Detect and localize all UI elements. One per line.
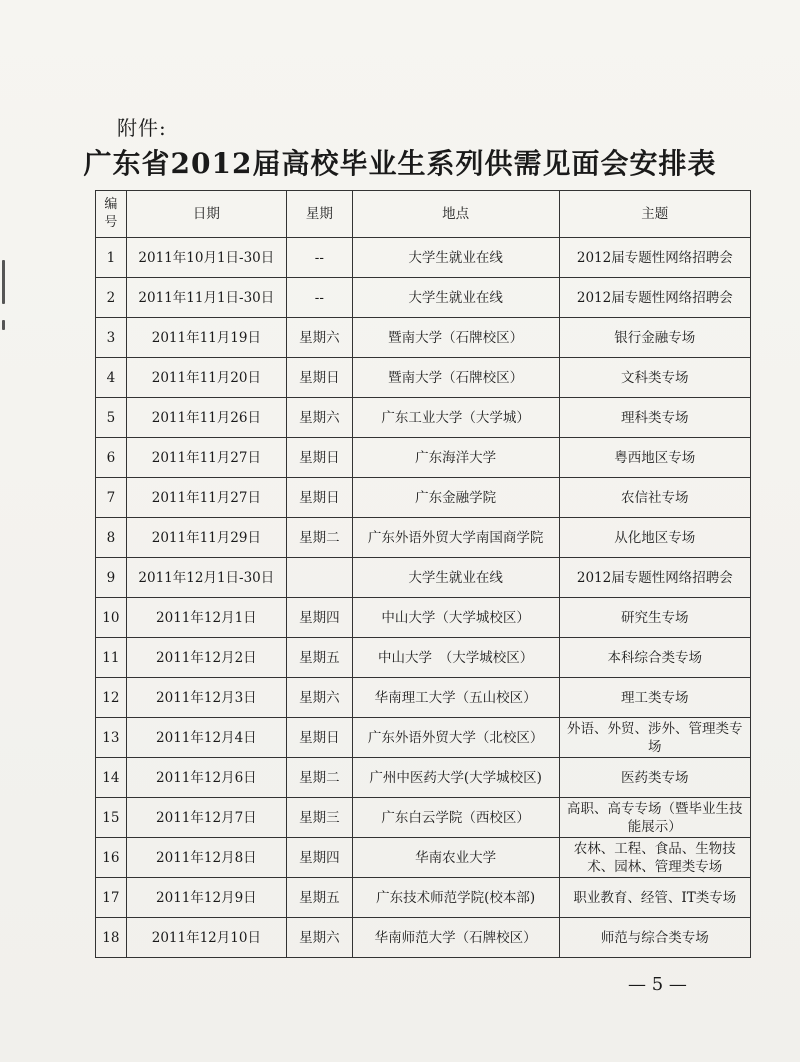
schedule-table bbox=[95, 190, 751, 958]
cell-topic: 师范与综合类专场 bbox=[559, 918, 750, 958]
cell-no: 18 bbox=[96, 918, 127, 958]
table-row bbox=[96, 718, 751, 758]
cell-location: 广州中医药大学(大学城校区) bbox=[352, 758, 559, 798]
table-row bbox=[96, 398, 751, 438]
cell-no: 5 bbox=[96, 398, 127, 438]
cell-weekday: 星期六 bbox=[286, 318, 352, 358]
cell-topic: 理科类专场 bbox=[559, 398, 750, 438]
cell-date: 2011年12月7日 bbox=[126, 798, 286, 838]
cell-date: 2011年12月4日 bbox=[126, 718, 286, 758]
cell-topic: 理工类专场 bbox=[559, 678, 750, 718]
cell-weekday: 星期二 bbox=[286, 758, 352, 798]
cell-weekday: 星期四 bbox=[286, 598, 352, 638]
cell-no: 17 bbox=[96, 878, 127, 918]
cell-weekday: 星期二 bbox=[286, 518, 352, 558]
attachment-label: 附件: bbox=[117, 116, 167, 140]
cell-weekday: 星期日 bbox=[286, 438, 352, 478]
cell-date: 2011年11月20日 bbox=[126, 358, 286, 398]
binding-mark bbox=[2, 320, 5, 330]
cell-date: 2011年11月19日 bbox=[126, 318, 286, 358]
table-row bbox=[96, 678, 751, 718]
binding-mark bbox=[2, 260, 5, 304]
cell-topic: 2012届专题性网络招聘会 bbox=[559, 558, 750, 598]
page-number: — 5 — bbox=[628, 974, 687, 995]
cell-topic: 本科综合类专场 bbox=[559, 638, 750, 678]
cell-date: 2011年12月6日 bbox=[126, 758, 286, 798]
cell-topic: 农林、工程、食品、生物技术、园林、管理类专场 bbox=[559, 838, 750, 878]
cell-topic: 文科类专场 bbox=[559, 358, 750, 398]
cell-topic: 农信社专场 bbox=[559, 478, 750, 518]
cell-date: 2011年12月2日 bbox=[126, 638, 286, 678]
table-row bbox=[96, 318, 751, 358]
cell-no: 13 bbox=[96, 718, 127, 758]
cell-no: 9 bbox=[96, 558, 127, 598]
table-row bbox=[96, 558, 751, 598]
header-topic: 主题 bbox=[559, 191, 750, 238]
cell-topic: 高职、高专专场（暨毕业生技能展示） bbox=[559, 798, 750, 838]
cell-date: 2011年11月1日-30日 bbox=[126, 278, 286, 318]
cell-location: 中山大学（大学城校区） bbox=[352, 598, 559, 638]
cell-date: 2011年12月1日 bbox=[126, 598, 286, 638]
cell-location: 中山大学 （大学城校区） bbox=[352, 638, 559, 678]
cell-no: 14 bbox=[96, 758, 127, 798]
cell-date: 2011年11月26日 bbox=[126, 398, 286, 438]
cell-location: 广东金融学院 bbox=[352, 478, 559, 518]
cell-no: 10 bbox=[96, 598, 127, 638]
cell-no: 2 bbox=[96, 278, 127, 318]
header-date: 日期 bbox=[126, 191, 286, 238]
cell-location: 大学生就业在线 bbox=[352, 558, 559, 598]
table-row bbox=[96, 238, 751, 278]
cell-no: 16 bbox=[96, 838, 127, 878]
cell-location: 暨南大学（石牌校区） bbox=[352, 318, 559, 358]
page-title: 广东省2012届高校毕业生系列供需见面会安排表 bbox=[83, 147, 717, 180]
cell-topic: 研究生专场 bbox=[559, 598, 750, 638]
table-row bbox=[96, 878, 751, 918]
cell-no: 12 bbox=[96, 678, 127, 718]
cell-weekday: 星期六 bbox=[286, 398, 352, 438]
cell-weekday: -- bbox=[286, 278, 352, 318]
table-row bbox=[96, 278, 751, 318]
header-location: 地点 bbox=[352, 191, 559, 238]
cell-location: 大学生就业在线 bbox=[352, 278, 559, 318]
cell-weekday: 星期六 bbox=[286, 678, 352, 718]
cell-weekday: -- bbox=[286, 238, 352, 278]
cell-weekday: 星期三 bbox=[286, 798, 352, 838]
table-row bbox=[96, 358, 751, 398]
cell-date: 2011年11月27日 bbox=[126, 438, 286, 478]
cell-location: 广东海洋大学 bbox=[352, 438, 559, 478]
cell-location: 广东白云学院（西校区） bbox=[352, 798, 559, 838]
table-header-row bbox=[96, 191, 751, 238]
header-no-label: 编 号 bbox=[104, 197, 118, 230]
table-row bbox=[96, 758, 751, 798]
cell-topic: 医药类专场 bbox=[559, 758, 750, 798]
cell-date: 2011年10月1日-30日 bbox=[126, 238, 286, 278]
cell-no: 6 bbox=[96, 438, 127, 478]
cell-topic: 从化地区专场 bbox=[559, 518, 750, 558]
cell-location: 大学生就业在线 bbox=[352, 238, 559, 278]
cell-no: 8 bbox=[96, 518, 127, 558]
table-row bbox=[96, 598, 751, 638]
cell-weekday: 星期五 bbox=[286, 878, 352, 918]
cell-no: 11 bbox=[96, 638, 127, 678]
cell-topic: 2012届专题性网络招聘会 bbox=[559, 238, 750, 278]
cell-location: 广东工业大学（大学城） bbox=[352, 398, 559, 438]
cell-date: 2011年12月9日 bbox=[126, 878, 286, 918]
cell-weekday: 星期日 bbox=[286, 718, 352, 758]
table-row bbox=[96, 438, 751, 478]
cell-weekday: 星期日 bbox=[286, 358, 352, 398]
cell-topic: 2012届专题性网络招聘会 bbox=[559, 278, 750, 318]
cell-location: 广东外语外贸大学南国商学院 bbox=[352, 518, 559, 558]
cell-location: 广东外语外贸大学（北校区） bbox=[352, 718, 559, 758]
cell-date: 2011年12月1日-30日 bbox=[126, 558, 286, 598]
cell-location: 华南理工大学（五山校区） bbox=[352, 678, 559, 718]
cell-topic: 外语、外贸、涉外、管理类专场 bbox=[559, 718, 750, 758]
cell-date: 2011年12月10日 bbox=[126, 918, 286, 958]
cell-weekday: 星期日 bbox=[286, 478, 352, 518]
cell-topic: 银行金融专场 bbox=[559, 318, 750, 358]
table-row bbox=[96, 478, 751, 518]
cell-date: 2011年11月27日 bbox=[126, 478, 286, 518]
cell-date: 2011年11月29日 bbox=[126, 518, 286, 558]
cell-weekday: 星期六 bbox=[286, 918, 352, 958]
cell-no: 3 bbox=[96, 318, 127, 358]
cell-weekday bbox=[286, 558, 352, 598]
cell-weekday: 星期五 bbox=[286, 638, 352, 678]
cell-no: 7 bbox=[96, 478, 127, 518]
cell-weekday: 星期四 bbox=[286, 838, 352, 878]
cell-location: 广东技术师范学院(校本部) bbox=[352, 878, 559, 918]
cell-location: 华南农业大学 bbox=[352, 838, 559, 878]
table-row bbox=[96, 918, 751, 958]
header-no bbox=[96, 191, 127, 238]
table-row bbox=[96, 638, 751, 678]
table-row bbox=[96, 798, 751, 838]
cell-location: 暨南大学（石牌校区） bbox=[352, 358, 559, 398]
cell-no: 4 bbox=[96, 358, 127, 398]
table-row bbox=[96, 838, 751, 878]
cell-no: 1 bbox=[96, 238, 127, 278]
cell-date: 2011年12月3日 bbox=[126, 678, 286, 718]
cell-location: 华南师范大学（石牌校区） bbox=[352, 918, 559, 958]
cell-date: 2011年12月8日 bbox=[126, 838, 286, 878]
header-weekday: 星期 bbox=[286, 191, 352, 238]
cell-topic: 粤西地区专场 bbox=[559, 438, 750, 478]
table-row bbox=[96, 518, 751, 558]
cell-topic: 职业教育、经管、IT类专场 bbox=[559, 878, 750, 918]
cell-no: 15 bbox=[96, 798, 127, 838]
